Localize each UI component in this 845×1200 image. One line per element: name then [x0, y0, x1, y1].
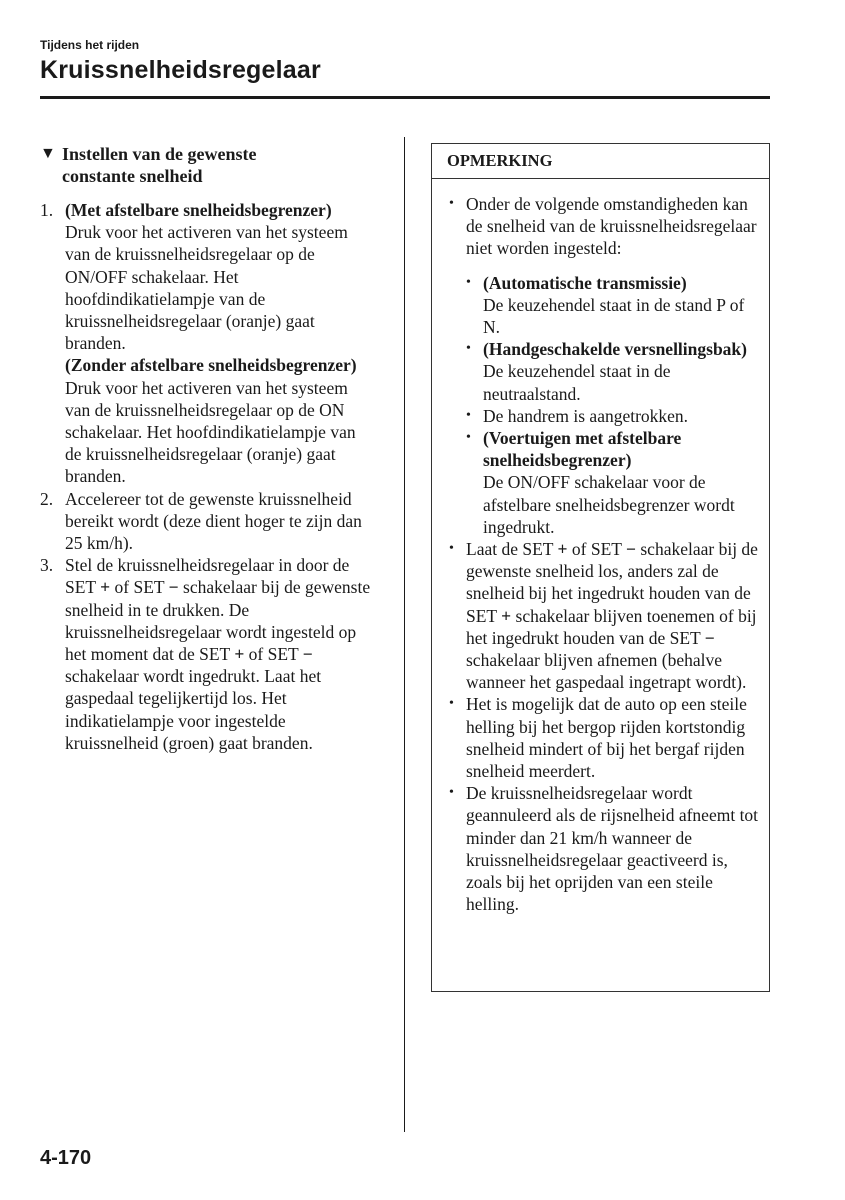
note-item	[449, 693, 761, 782]
steps-list	[40, 199, 375, 754]
note-subitem	[466, 338, 761, 405]
column-divider	[404, 137, 405, 1132]
subitem-text: De keuzehendel staat in de neutraalstand.	[483, 361, 671, 404]
subitem-condition: (Handgeschakelde versnellingsbak)	[483, 339, 747, 360]
section-heading	[40, 143, 375, 187]
plus-icon: +	[557, 539, 568, 560]
note-subitem	[466, 427, 761, 538]
page-number: 4-170	[40, 1147, 92, 1169]
minus-icon: −	[704, 627, 715, 648]
bullet-icon: •	[449, 696, 454, 712]
step-number: 3.	[40, 555, 54, 576]
subitem-condition: (Automatische transmissie)	[483, 272, 687, 293]
step-item	[40, 199, 375, 488]
note-item-text: of SET	[567, 539, 627, 560]
note-item-text: Het is mogelijk dat de auto op een steile helling bij het bergop rijden kortstondig snelheid mindert of bij het bergaf rijden snelheid meerdert.	[466, 694, 747, 782]
bullet-icon: •	[466, 430, 471, 446]
step-number: 1.	[40, 200, 54, 220]
heading-line-1: Instellen van de gewenste	[62, 144, 257, 164]
bullet-icon: •	[449, 196, 454, 211]
note-item-text: Laat de SET	[466, 539, 558, 560]
triangle-down-icon: ▼	[40, 145, 56, 162]
note-item	[449, 538, 761, 693]
note-subitem	[466, 272, 761, 339]
bullet-icon: •	[466, 341, 471, 357]
subitem-text: De handrem is aangetrokken.	[483, 405, 689, 426]
note-item	[449, 782, 761, 915]
step-item	[40, 488, 375, 555]
step-3-text: of SET	[244, 644, 303, 665]
step-1-text-a: Druk voor het activeren van het systeem van de kruissnelheidsregelaar op de ON/OFF schakelaar. Het hoofdindikatielampje van de kruissnelheidsregelaar (oranje) gaat branden.	[65, 222, 348, 354]
note-item-text: schakelaar bij de gewenste snelheid los, anders zal de snelheid bij het ingedrukt houden van de SET	[466, 539, 758, 626]
step-3-text: of SET	[110, 577, 169, 598]
step-2-text: Accelereer tot de gewenste kruissnelheid bereikt wordt (deze dient hoger te zijn dan 25 km/h).	[65, 488, 362, 554]
step-3-text: Stel de kruissnelheidsregelaar in door de SET	[65, 555, 350, 598]
bullet-icon: •	[466, 274, 471, 290]
note-box	[431, 143, 770, 992]
step-1-condition-a: (Met afstelbare snelheidsbegrenzer)	[65, 200, 332, 220]
step-3-text: schakelaar bij de gewenste snelheid in te drukken. De kruissnelheidsregelaar wordt ingesteld op het moment dat de SET	[65, 577, 371, 665]
note-item	[449, 193, 761, 538]
note-title: OPMERKING	[432, 144, 769, 179]
header-rule	[40, 96, 770, 99]
step-1-text-b: Druk voor het activeren van het systeem van de kruissnelheidsregelaar op de ON schakelaar. Het hoofdindikatielampje van de kruissnelheidsregelaar (oranje) gaat branden.	[65, 377, 356, 487]
heading-line-2: constante snelheid	[62, 166, 203, 186]
subitem-text: De ON/OFF schakelaar voor de afstelbare snelheidsbegrenzer wordt ingedrukt.	[483, 472, 735, 537]
subitem-condition: (Voertuigen met afstelbare snelheidsbegrenzer)	[483, 428, 682, 471]
minus-icon: −	[626, 539, 636, 560]
page-title: Kruissnelheidsregelaar	[40, 56, 321, 84]
minus-icon: −	[168, 577, 179, 598]
note-item-text: schakelaar blijven afnemen (behalve wanneer het gaspedaal ingetrapt wordt).	[466, 650, 747, 693]
step-item	[40, 554, 375, 754]
note-list	[449, 193, 761, 916]
step-number: 2.	[40, 488, 54, 509]
step-3-text: schakelaar wordt ingedrukt. Laat het gaspedaal tegelijkertijd los. Het indikatielampje voor ingestelde kruissnelheid (groen) gaat branden.	[65, 666, 322, 753]
minus-icon: −	[302, 644, 313, 665]
bullet-icon: •	[466, 407, 471, 423]
plus-icon: +	[501, 605, 512, 626]
plus-icon: +	[234, 644, 245, 665]
subitem-text: De keuzehendel staat in de stand P of N.	[483, 294, 745, 338]
note-item-text: schakelaar blijven toenemen of bij het ingedrukt houden van de SET	[466, 605, 757, 648]
bullet-icon: •	[449, 785, 454, 801]
note-subitem	[466, 405, 761, 427]
header-section-label: Tijdens het rijden	[40, 38, 140, 52]
left-column	[40, 143, 375, 754]
bullet-icon: •	[449, 541, 454, 557]
note-item-text: Onder de volgende omstandigheden kan de snelheid van de kruissnelheidsregelaar niet worden ingesteld:	[466, 194, 757, 259]
note-sublist	[466, 272, 761, 538]
step-1-condition-b: (Zonder afstelbare snelheidsbegrenzer)	[65, 355, 357, 376]
plus-icon: +	[100, 577, 111, 598]
note-item-text: De kruissnelheidsregelaar wordt geannuleerd als de rijsnelheid afneemt tot minder dan 21 km/h wanneer de kruissnelheidsregelaar geactiveerd is, zoals bij het oprijden van een steile helling.	[466, 783, 759, 915]
